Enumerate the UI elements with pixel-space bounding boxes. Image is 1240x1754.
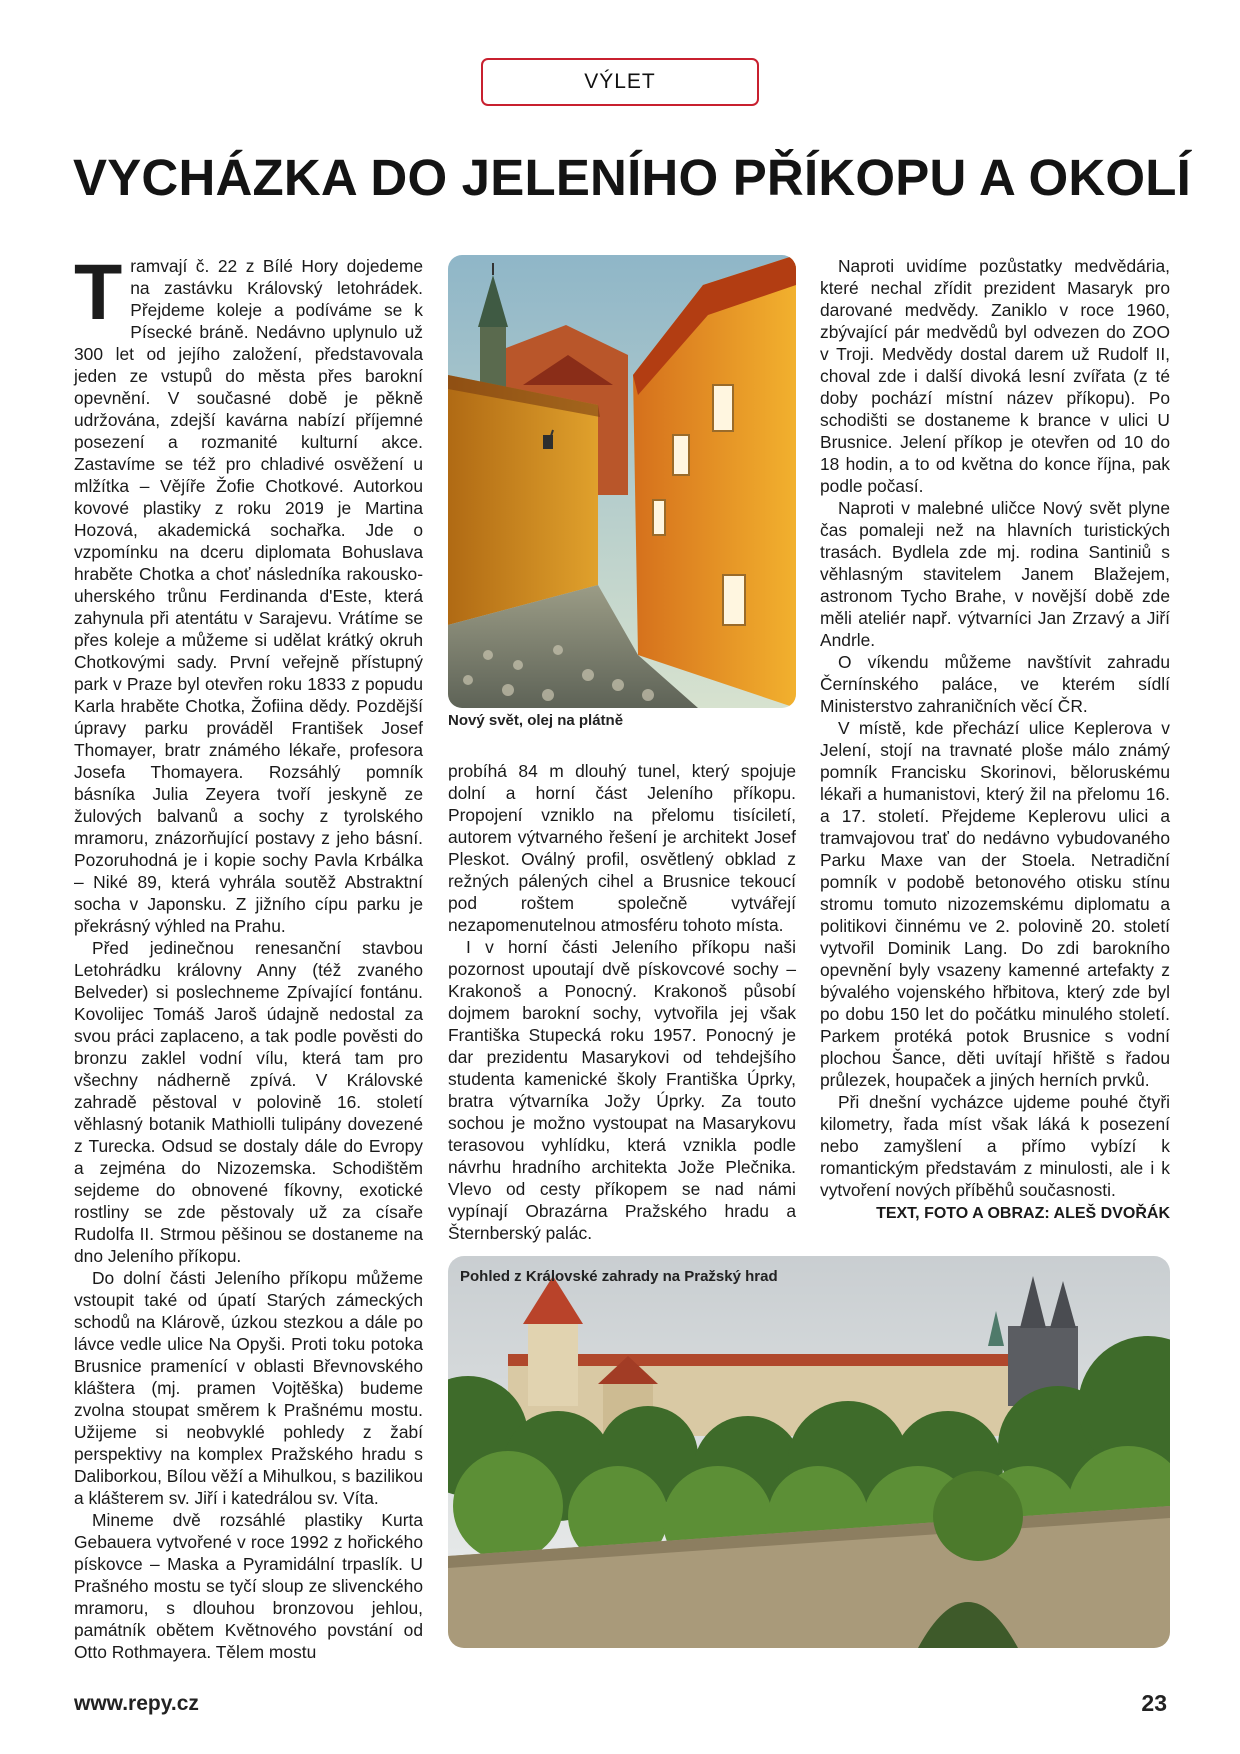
photo-caption: Pohled z Královské zahrady na Pražský hrad [460,1268,778,1285]
paragraph: I v horní části Jeleního příkopu naši pozornost upoutají dvě pískovcové sochy – Krakonoš a Ponocný. Krakonoš působí dojmem barokní sochy, vytvořila jej však Františka Stupecká roku 1957. Ponocný je dar prezidentu Masarykovi od tehdejšího studenta kamenické školy Františka Úprky, bratra výtvarníka Jožy Úprky. Za touto sochou je možno vystoupat na Masarykovu terasovou vyhlídku, která vznikla podle návrhu hradního architekta Jože Plečnika. Vlevo od cesty příkopem se nad námi vypínají Obrazárna Pražského hradu a Šternberský palác. [448,937,796,1243]
painting-caption: Nový svět, olej na plátně [448,712,624,729]
text-column-1 [74,247,423,1663]
text-column-3 [820,255,1170,1225]
paragraph: Naproti v malebné uličce Nový svět plyne čas pomaleji než na hlavních turistických trasách. Bydlela zde mj. rodina Santiniů s věhlasným stavitelem Janem Blažejem, astronom Tycho Brahe, v novější době zde měli ateliér např. výtvarníci Jan Zrzavý a Jiří Andrle. [820,498,1170,650]
article-title: VYCHÁZKA DO JELENÍHO PŘÍKOPU A OKOLÍ [73,149,1191,206]
footer-url[interactable]: www.repy.cz [74,1692,199,1715]
paragraph: O víkendu můžeme navštívit zahradu Černínského paláce, ve kterém sídlí Ministerstvo zahraničních věcí ČR. [820,652,1170,716]
castle-photo [448,1256,1170,1648]
text-column-2 [448,760,796,1244]
section-tag: VÝLET [481,58,759,106]
paragraph: Při dnešní vycházce ujdeme pouhé čtyři kilometry, řada míst však láká k posezení nebo zamyšlení a přímo vybízí k romantickým představám z minulosti, ale i k vytvoření nových příběhů současnosti. [820,1092,1170,1200]
paragraph: Do dolní části Jeleního příkopu můžeme vstoupit také od úpatí Starých zámeckých schodů na Klárově, úzkou stezkou a dále po lávce vedle ulice Na Opyši. Proti toku potoka Brusnice pramenící v oblasti Břevnovského kláštera (mj. pramen Vojtěška) budeme zvolna stoupat směrem k Prašnému mostu. Užijeme si neobvyklé pohledy z žabí perspektivy na komplex Pražského hradu s Daliborkou, Bílou věží a Mihulkou, s bazilikou a klášterem sv. Jiří i katedrálou sv. Víta. [74,1268,423,1508]
paragraph: Tramvají č. 22 z Bílé Hory dojedeme na zastávku Královský letohrádek. Přejdeme koleje a podíváme se k Písecké bráně. Nedávno uplynulo už 300 let od jejího založení, představovala jeden ze vstupů do města přes barokní opevnění. V současné době je pěkně udržována, zdejší kavárna nabízí příjemné posezení a rozmanité kulturní akce. Zastavíme se též pro chladivé osvěžení u mlžítka – Vějíře Žofie Chotkové. Autorkou kovové plastiky z roku 2019 je Martina Hozová, akademická sochařka. Jde o vzpomínku na dceru diplomata Bohuslava hraběte Chotka a choť následníka rakousko-uherského trůnu Ferdinanda d'Este, která zahynula při atentátu v Sarajevu. Vrátíme se přes koleje a můžeme si udělat krátký okruh Chotkovými sady. První veřejně přístupný park v Praze byl otevřen roku 1833 z popudu Karla hraběte Chotka, Žofiina dědy. Pozdější úpravy parku prováděl František Josef Thomayer, bratr známého lékaře, profesora Josefa Thomayera. Rozsáhlý pomník básníka Julia Zeyera tvoří jeskyně ze žulových balvanů a sochy z tyrolského mramoru, znázorňující postavy z jeho básní. Pozoruhodná je i kopie sochy Pavla Krbálka – Niké 89, která vyhrála soutěž Abstraktní socha v Japonsku. Z jižního cípu parku je překrásný výhled na Prahu. [74,247,423,936]
painting-image [448,255,796,708]
page-number: 23 [1141,1690,1167,1716]
paragraph: Naproti uvidíme pozůstatky medvědária, které nechal zřídit prezident Masaryk pro darované medvědy. Zaniklo v roce 1960, zbývající pár medvědů byl odvezen do ZOO v Troji. Medvědy dostal darem už Rudolf II, choval zde i další divoká lesní zvířata (z té doby pochází místní název příkopu). Po schodišti se dostaneme k brance v ulici U Brusnice. Jelení příkop je otevřen od 10 do 18 hodin, a to od května do konce října, pak podle počasí. [820,256,1170,496]
paragraph: V místě, kde přechází ulice Keplerova v Jelení, stojí na travnaté ploše málo známý pomník Francisku Skorinovi, běloruskému lékaři a humanistovi, který žil na přelomu 16. a 17. století. Přejdeme Keplerovu ulici a tramvajovou trať do nedávno vybudovaného Parku Maxe van der Stoela. Netradiční pomník v podobě betonového otisku stínu stromu tomuto nizozemskému diplomatu a politikovi činnému ve 2. polovině 20. století vytvořil Dominik Lang. Do zdi barokního opevnění byly vsazeny kamenné artefakty z bývalého vojenského hřbitova, který zde byl po dobu 150 let do počátku minulého století. Parkem protéká potok Brusnice s vodní plochou Šance, děti uvítají hřiště s řadou průlezek, houpaček a jiných herních prvků. [820,718,1170,1090]
paragraph: probíhá 84 m dlouhý tunel, který spojuje dolní a horní část Jeleního příkopu. Propojení vzniklo na přelomu tisíciletí, autorem výtvarného řešení je architekt Josef Pleskot. Oválný profil, osvětlený obklad z režných pálených cihel a Brusnice tekoucí pod roštem společně vytvářejí nezapomenutelnou atmosféru tohoto místa. [448,761,796,935]
paragraph: Mineme dvě rozsáhlé plastiky Kurta Gebauera vytvořené v roce 1992 z hořického pískovce – Maska a Pyramidální trpaslík. U Prašného mostu se tyčí sloup ze slivenckého mramoru, s dlouhou bronzovou jehlou, památník obětem Květnového povstání od Otto Rothmayera. Tělem mostu [74,1510,423,1662]
drop-cap: T [74,247,123,336]
paragraph: Před jedinečnou renesanční stavbou Letohrádku královny Anny (též zvaného Belveder) si poslechneme Zpívající fontánu. Kovolijec Tomáš Jaroš údajně nedostal za svou práci zaplaceno, a tak podle pověsti do bronzu zaklel vodní vílu, která tam pro všechny nádherně zpívá. V Královské zahradě pěstoval v polovině 16. století věhlasný botanik Mathiolli tulipány dovezené z Turecka. Odsud se dostaly dále do Evropy a zejména do Nizozemska. Schodištěm sejdeme do obnovené fíkovny, exotické rostliny se zde pěstovaly už za císaře Rudolfa II. Strmou pěšinou se dostaneme na dno Jeleního příkopu. [74,938,423,1266]
author-credit: TEXT, FOTO A OBRAZ: ALEŠ DVOŘÁK [876,1205,1170,1222]
